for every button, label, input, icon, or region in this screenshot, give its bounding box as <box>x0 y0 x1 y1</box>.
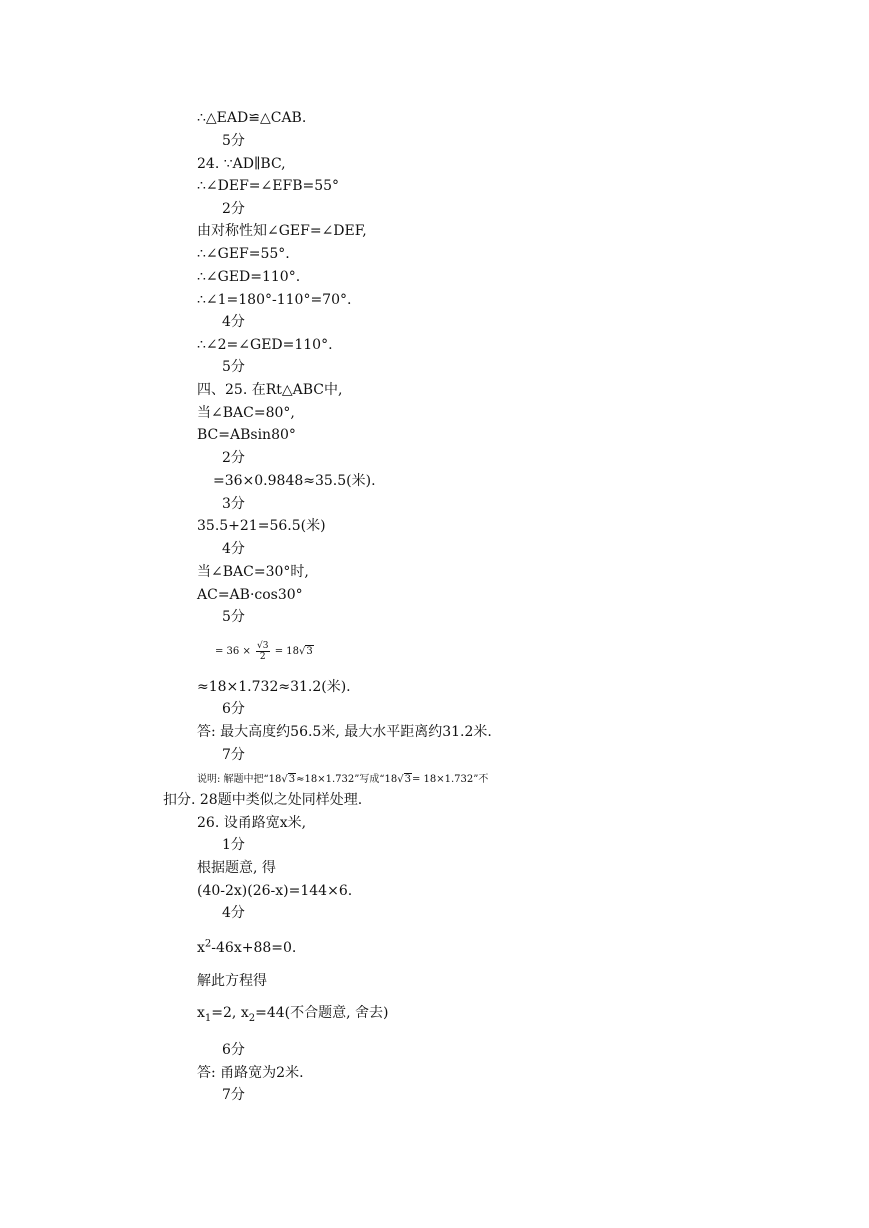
score-mark: 6分 <box>222 701 245 717</box>
superscript: 2 <box>204 938 212 950</box>
score-mark: 1分 <box>222 837 245 853</box>
sqrt-value: 3 <box>288 774 296 785</box>
sqrt-symbol: √ <box>298 646 306 657</box>
score-mark: 4分 <box>222 314 245 330</box>
equation-part: =2, x <box>211 1005 249 1021</box>
score-mark: 2分 <box>222 201 245 217</box>
sqrt-radicand <box>288 772 296 788</box>
score-mark: 6分 <box>222 1042 245 1058</box>
note-part: 说明: 解题中把“18 <box>197 774 282 785</box>
sqrt-radicand <box>305 640 313 664</box>
text-line: AC=AB·cos30° <box>197 587 303 603</box>
text-line: BC=ABsin80° <box>197 427 296 443</box>
text-line: =36×0.9848≈35.5(米). <box>213 473 376 489</box>
text-line: (40-2x)(26-x)=144×6. <box>197 883 353 899</box>
score-mark: 7分 <box>222 1087 245 1103</box>
subscript: 2 <box>248 1012 256 1024</box>
text-line: 由对称性知∠GEF=∠DEF, <box>197 223 367 239</box>
note-part: = 18×1.732”不 <box>411 774 489 785</box>
text-line: ∴∠2=∠GED=110°. <box>197 337 333 353</box>
text-line: ∴△EAD≌△CAB. <box>197 110 307 126</box>
var-x: x <box>197 1005 205 1021</box>
text-line: 四、25. 在Rt△ABC中, <box>197 382 343 398</box>
score-mark: 2分 <box>222 450 245 466</box>
fraction <box>256 641 269 662</box>
text-line: ∴∠DEF=∠EFB=55° <box>197 178 340 194</box>
equation-line <box>197 1005 389 1024</box>
text-line: 当∠BAC=30°时, <box>197 564 309 580</box>
text-line: 解此方程得 <box>197 973 267 989</box>
equation-line <box>197 940 296 956</box>
sqrt-value: 3 <box>404 774 411 785</box>
text-line: ∴∠1=180°-110°=70°. <box>197 292 352 308</box>
note-part: ≈18×1.732”写成“18 <box>296 774 398 785</box>
score-mark: 3分 <box>222 496 245 512</box>
text-line: 答: 甬路宽为2米. <box>197 1065 304 1081</box>
text-line: 26. 设甬路宽x米, <box>197 815 307 831</box>
note-line <box>197 772 488 788</box>
equation-part: = 36 × <box>215 646 251 657</box>
equation-image <box>215 640 314 664</box>
sqrt-radicand <box>404 772 412 788</box>
sqrt-symbol: √ <box>397 774 404 785</box>
sqrt-symbol: √ <box>281 774 288 785</box>
score-mark: 5分 <box>222 133 245 149</box>
equation-part: = 18 <box>274 646 299 657</box>
text-line: ∴∠GED=110°. <box>197 269 301 285</box>
fraction-denominator: 2 <box>259 652 266 662</box>
text-line: 答: 最大高度约56.5米, 最大水平距离约31.2米. <box>197 724 492 740</box>
text-line: 当∠BAC=80°, <box>197 405 295 421</box>
equation-part: =44(不合题意, 舍去) <box>255 1005 389 1021</box>
subscript: 1 <box>204 1012 212 1024</box>
sqrt-value: 3 <box>306 646 313 657</box>
text-line: ≈18×1.732≈31.2(米). <box>197 679 351 695</box>
fraction-numerator: √3 <box>257 641 269 651</box>
text-line: 根据题意, 得 <box>197 860 276 876</box>
score-mark: 5分 <box>222 609 245 625</box>
score-mark: 7分 <box>222 747 245 763</box>
text-line: ∴∠GEF=55°. <box>197 246 290 262</box>
score-mark: 4分 <box>222 905 245 921</box>
var-x: x <box>197 940 205 956</box>
score-mark: 5分 <box>222 359 245 375</box>
text-line: 35.5+21=56.5(米) <box>197 518 326 534</box>
equation-part: -46x+88=0. <box>211 940 297 956</box>
text-line: 24. ∵AD∥BC, <box>197 156 286 172</box>
score-mark: 4分 <box>222 541 245 557</box>
text-line: 扣分. 28题中类似之处同样处理. <box>163 792 363 808</box>
